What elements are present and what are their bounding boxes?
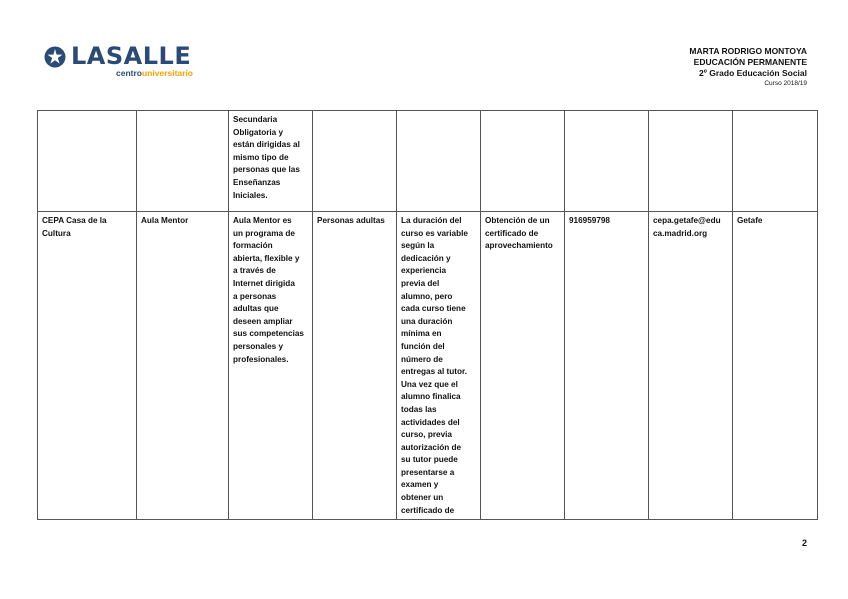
document-header xyxy=(689,46,807,88)
table-cell xyxy=(137,111,229,212)
cell-text: Getafe xyxy=(737,216,763,225)
table-cell xyxy=(481,111,565,212)
table-cell xyxy=(313,111,397,212)
program-name: EDUCACIÓN PERMANENTE xyxy=(693,57,807,67)
cell-text: Secundaria Obligatoria y están dirigidas al mismo tipo de personas que las Enseñanzas Iniciales. xyxy=(233,115,300,200)
table-cell xyxy=(649,111,733,212)
table-row xyxy=(38,212,818,520)
cell-text: Aula Mentor xyxy=(141,216,189,225)
table-cell xyxy=(733,212,818,520)
table-cell xyxy=(229,111,313,212)
table-cell xyxy=(565,212,649,520)
lasalle-logo xyxy=(44,43,204,83)
cell-text: Aula Mentor es un programa de formación abierta, flexible y a través de Internet dirigida a personas adultas que deseen ampliar sus competencias personales y profesionales. xyxy=(233,216,304,364)
degree-name: 2º Grado Educación Social xyxy=(699,68,807,78)
logo-subtitle: centrouniversitario xyxy=(116,68,194,78)
table-cell xyxy=(397,111,481,212)
table-cell xyxy=(649,212,733,520)
table-cell xyxy=(38,212,137,520)
cell-text: 916959798 xyxy=(569,216,610,225)
resources-table xyxy=(37,110,818,520)
table-cell xyxy=(397,212,481,520)
cell-text: La duración del curso es variable según la dedicación y experiencia previa del alumno, pero cada curso tiene una duración mínima en función del número de entregas al tutor. Una vez que el alumno finalica todas las actividades del curso, previa autorización de su tutor puede presentarse a examen y obtener un certificado de xyxy=(401,216,468,515)
table-cell xyxy=(137,212,229,520)
cell-text: CEPA Casa de la Cultura xyxy=(42,216,107,238)
table-cell xyxy=(38,111,137,212)
table-cell xyxy=(229,212,313,520)
page-number: 2 xyxy=(801,538,807,548)
star-circle-icon xyxy=(44,46,66,68)
course-year: Curso 2018/19 xyxy=(764,80,807,87)
logo-wordmark: LASALLE xyxy=(71,42,192,70)
table-cell xyxy=(733,111,818,212)
cell-text: cepa.getafe@edu ca.madrid.org xyxy=(653,216,721,238)
table-cell xyxy=(481,212,565,520)
table-cell xyxy=(565,111,649,212)
table-cell xyxy=(313,212,397,520)
cell-text: Obtención de un certificado de aprovechamiento xyxy=(485,216,553,251)
table-row xyxy=(38,111,818,212)
cell-text: Personas adultas xyxy=(317,216,385,225)
author-name: MARTA RODRIGO MONTOYA xyxy=(689,46,807,56)
